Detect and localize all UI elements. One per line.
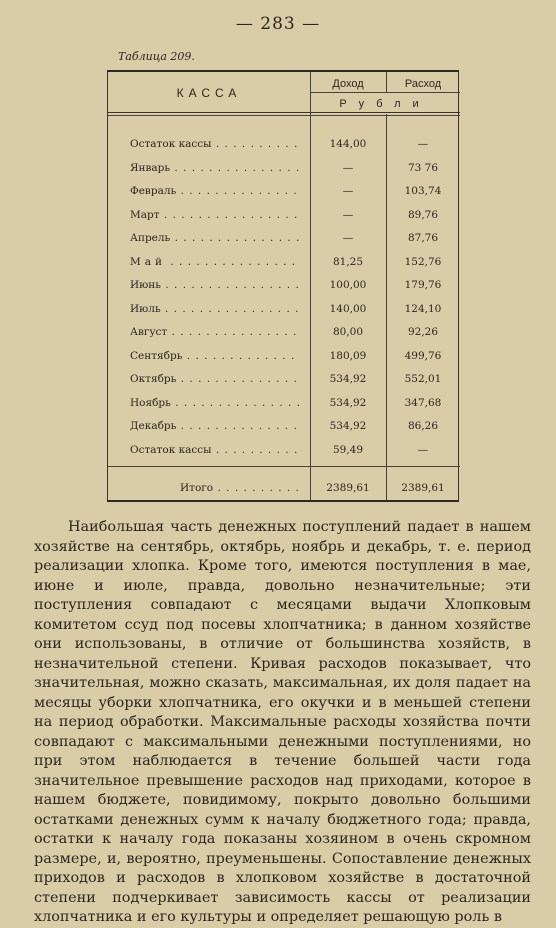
row-expense: 73 76 — [407, 161, 439, 174]
row-label: Апрель . . . — [130, 232, 300, 244]
row-income: — — [342, 161, 354, 174]
row-expense: 92,26 — [407, 326, 439, 338]
row-expense: 152,76 — [404, 255, 442, 268]
table-row — [108, 397, 460, 417]
body-paragraph: Наибольшая часть денежных поступлений падает в нашем хозяйстве на сентябрь, октябрь, ноябрь и декабрь, т. е. период реализации хлопка. Кроме того, имеются поступления в мае, июне и июле, правда, довольно незначительные; эти поступления совпадают с месяцами выдачи Хлопковым комитетом ссуд под посевы хлопчатника; в данном хозяйстве они использованы, в отличие от большинства хозяйств, в незначительной степени. Кривая расходов показывает, что значительная, можно сказать, максимальная, их доля падает на месяцы уборки хлопчатника, его окучки и в меньшей степени на период обработки. Максимальные расходы хозяйства почти совпадают с максимальными денежными поступлениями, но при этом наблюдается в течение большей части года значительное превышение расходов над приходами, которое в нашем бюджете, повидимому, покрыто довольно большими остатками денежных сумм к началу бюджетного года; правда, остатки к началу года показаны хозяином в очень скромном размере, и, вероятно, преуменьшены. Сопоставление денежных приходов и расходов в хлопковом хозяйстве в достаточной степени подчеркивает зависимость кассы от реализации хлопчатника и его культуры и определяет решающую роль в — [34, 519, 531, 925]
row-expense: 179,76 — [404, 279, 442, 291]
table-row — [108, 373, 460, 393]
table-row — [108, 420, 460, 440]
header-divider — [108, 112, 460, 113]
row-label: Март . . . — [130, 209, 300, 221]
header-expense: Расход — [404, 78, 442, 90]
row-label: Май . . . — [130, 256, 300, 268]
row-expense: 103,74 — [404, 185, 442, 197]
row-label: Декабрь . . . — [130, 420, 300, 432]
table-row — [108, 232, 460, 252]
total-income: 2389,61 — [326, 482, 370, 494]
row-expense: 124,10 — [404, 302, 442, 315]
header-kassa: КАССА — [176, 86, 242, 100]
row-income: 180,09 — [329, 349, 367, 362]
row-income: 59,49 — [332, 443, 364, 456]
table-row — [108, 350, 460, 370]
row-expense: 499,76 — [404, 349, 442, 362]
row-expense: — — [417, 443, 429, 456]
table-caption: Таблица 209. — [118, 50, 195, 63]
row-income: 81,25 — [332, 255, 364, 268]
header-unit: Рубли — [339, 98, 431, 110]
row-income: — — [342, 185, 354, 197]
total-label: Итого . . . — [180, 482, 298, 494]
table-row — [108, 326, 460, 346]
table-total-row — [108, 482, 460, 502]
table-row — [108, 444, 460, 464]
page-number: — 283 — — [235, 14, 321, 34]
row-label: Остаток кассы . . . — [130, 444, 300, 456]
table-row — [108, 138, 460, 158]
row-expense: 347,68 — [404, 396, 442, 409]
header-subdivider — [310, 92, 460, 93]
header-divider-second — [108, 115, 460, 116]
row-label: Июнь . . . — [130, 279, 300, 291]
row-income: 144,00 — [329, 138, 367, 150]
row-income: — — [342, 232, 354, 244]
row-expense: 87,76 — [407, 232, 439, 244]
table-row — [108, 279, 460, 299]
row-income: 80,00 — [332, 326, 364, 338]
row-income: 100,00 — [329, 279, 367, 291]
row-expense: 86,26 — [407, 420, 439, 432]
header-income: Доход — [332, 78, 364, 90]
table-row — [108, 185, 460, 205]
row-label: Октябрь . . . — [130, 373, 300, 385]
row-income: 534,92 — [329, 396, 367, 409]
table-row — [108, 256, 460, 276]
row-expense: — — [417, 138, 429, 150]
row-label: Февраль . . . — [130, 185, 300, 197]
row-label: Остаток кассы . . . — [130, 138, 300, 150]
table-row — [108, 303, 460, 323]
row-label: Июль . . . — [130, 303, 300, 315]
row-expense: 552,01 — [404, 373, 442, 385]
row-label: Сентябрь . . . — [130, 350, 300, 362]
row-expense: 89,76 — [407, 208, 439, 221]
row-label: Ноябрь . . . — [130, 397, 300, 409]
row-income: — — [342, 208, 354, 221]
total-divider — [108, 466, 460, 467]
row-income: 534,92 — [329, 373, 367, 385]
row-label: Август . . . — [130, 326, 300, 338]
row-income: 534,92 — [329, 420, 367, 432]
row-label: Январь . . . — [130, 162, 300, 174]
cash-ledger-table — [107, 70, 459, 502]
table-row — [108, 162, 460, 182]
row-income: 140,00 — [329, 302, 367, 315]
table-row — [108, 209, 460, 229]
total-expense: 2389,61 — [401, 482, 445, 494]
